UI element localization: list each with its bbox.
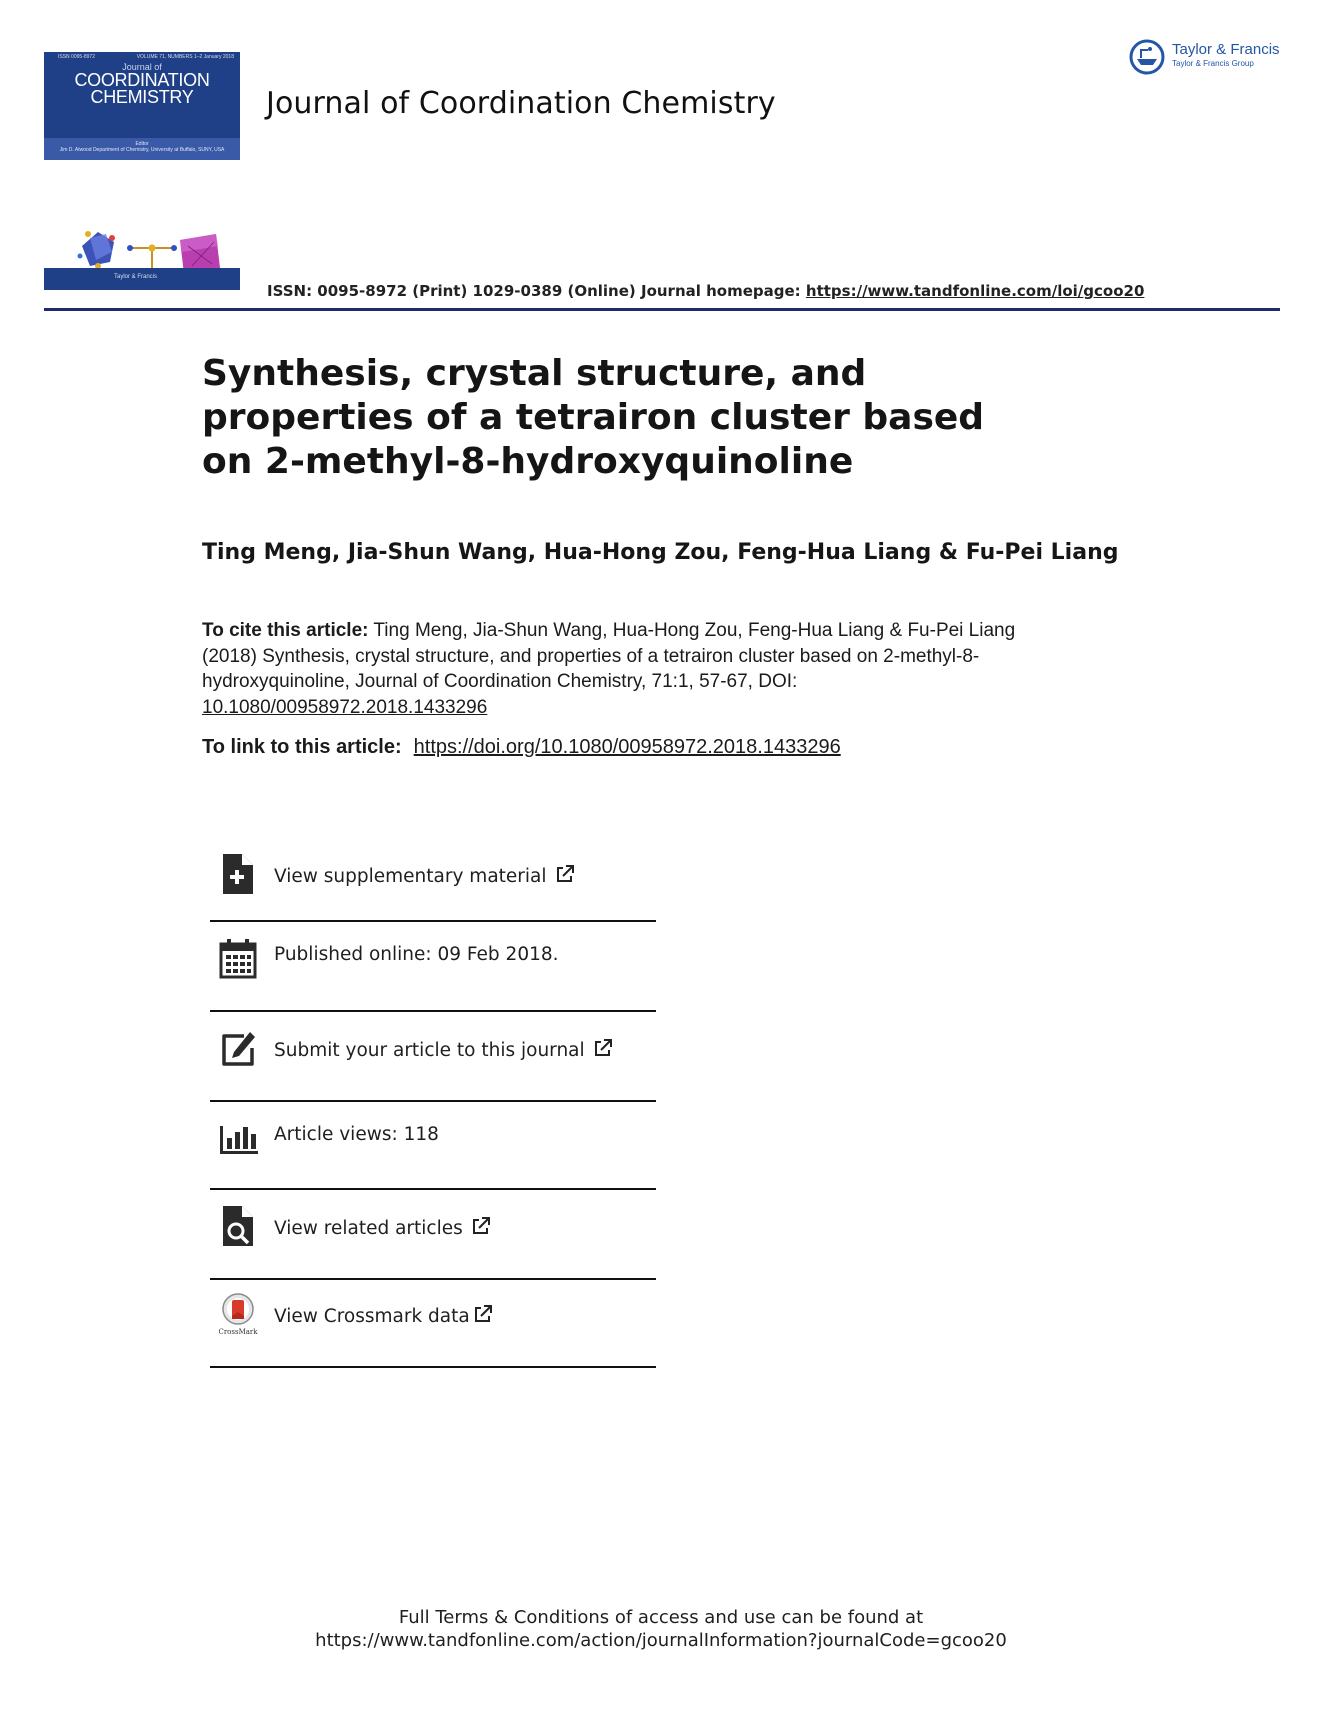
list-divider bbox=[210, 1188, 656, 1190]
external-link-icon bbox=[473, 1304, 493, 1324]
published-online-item bbox=[210, 934, 656, 994]
list-divider bbox=[210, 1366, 656, 1368]
footer-terms bbox=[0, 1606, 1322, 1652]
citation-label: To cite this article: bbox=[202, 620, 369, 641]
publisher-logo[interactable] bbox=[1128, 38, 1304, 78]
crossmark-label: View Crossmark data bbox=[274, 1304, 493, 1327]
submit-article-item[interactable] bbox=[210, 1024, 656, 1084]
tf-logo-icon bbox=[1128, 38, 1166, 76]
cover-footer-band bbox=[44, 268, 240, 290]
journal-title: Journal of Coordination Chemistry bbox=[266, 86, 776, 121]
cover-editor-label: Editor bbox=[135, 141, 149, 147]
supplementary-material-label: View supplementary material bbox=[274, 864, 575, 887]
citation-block bbox=[202, 618, 1020, 720]
article-views-item bbox=[210, 1114, 656, 1174]
journal-cover-image bbox=[44, 52, 240, 294]
journal-homepage-link[interactable]: https://www.tandfonline.com/loi/gcoo20 bbox=[805, 282, 1145, 300]
cover-header bbox=[44, 52, 240, 138]
submit-article-label: Submit your article to this journal bbox=[274, 1038, 613, 1061]
article-link-line bbox=[202, 736, 841, 759]
crossmark-icon bbox=[218, 1292, 258, 1336]
supplementary-material-item[interactable] bbox=[210, 846, 656, 906]
search-document-icon bbox=[218, 1204, 258, 1248]
article-authors: Ting Meng, Jia-Shun Wang, Hua-Hong Zou, Feng-Hua Liang & Fu-Pei Liang bbox=[202, 540, 1119, 565]
list-divider bbox=[210, 1278, 656, 1280]
bar-chart-icon bbox=[218, 1114, 258, 1158]
citation-doi-link[interactable]: 10.1080/00958972.2018.1433296 bbox=[202, 696, 488, 718]
calendar-icon bbox=[218, 936, 258, 980]
cover-volume: VOLUME 71, NUMBERS 1–2 January 2018 bbox=[136, 54, 234, 60]
article-views-label: Article views: 118 bbox=[274, 1124, 439, 1145]
footer-terms-text: Full Terms & Conditions of access and use can be found at bbox=[398, 1607, 924, 1628]
cover-editor-name: Jim D. Atwood Department of Chemistry, University at Buffalo, SUNY, USA bbox=[59, 147, 225, 153]
external-link-icon bbox=[555, 864, 575, 884]
external-link-icon bbox=[593, 1038, 613, 1058]
cover-title bbox=[44, 72, 240, 106]
crossmark-caption: CrossMark bbox=[218, 1328, 258, 1336]
related-articles-item[interactable] bbox=[210, 1202, 656, 1262]
citation-text: Ting Meng, Jia-Shun Wang, Hua-Hong Zou, Feng-Hua Liang & Fu-Pei Liang (2018) Synthesis, crystal structure, and properties of a tetrairon cluster based on 2-methyl-8-hydroxyquinoline, Journal of Coordination Chemistry, 71:1, 57-67, DOI: bbox=[202, 620, 1016, 692]
cover-title-line1: COORDINATION bbox=[74, 70, 210, 90]
cluster-polyhedron bbox=[78, 231, 116, 269]
header-divider bbox=[44, 308, 1280, 311]
cover-publisher: Taylor & Francis bbox=[114, 274, 158, 280]
cover-journal-of: Journal of bbox=[122, 62, 162, 72]
publisher-name: Taylor & Francis bbox=[1172, 41, 1280, 58]
article-link-label: To link to this article: bbox=[202, 736, 402, 758]
cover-issn: ISSN 0095-8972 bbox=[58, 54, 95, 60]
list-divider bbox=[210, 920, 656, 922]
external-link-icon bbox=[471, 1216, 491, 1236]
list-divider bbox=[210, 1100, 656, 1102]
edit-icon bbox=[218, 1026, 258, 1070]
file-plus-icon bbox=[218, 852, 258, 896]
article-doi-url[interactable]: https://doi.org/10.1080/00958972.2018.1433296 bbox=[413, 736, 841, 758]
list-divider bbox=[210, 1010, 656, 1012]
crossmark-item[interactable] bbox=[210, 1292, 656, 1352]
footer-terms-url[interactable]: https://www.tandfonline.com/action/journalInformation?journalCode=gcoo20 bbox=[315, 1630, 1007, 1651]
published-online-label: Published online: 09 Feb 2018. bbox=[274, 944, 559, 965]
issn-text: ISSN: 0095-8972 (Print) 1029-0389 (Online) Journal homepage: bbox=[267, 282, 806, 300]
issn-line bbox=[267, 282, 1144, 300]
cover-title-line2: CHEMISTRY bbox=[90, 87, 194, 107]
cover-editor bbox=[44, 141, 240, 153]
article-title: Synthesis, crystal structure, and properties of a tetrairon cluster based on 2-methyl-8-hydroxyquinoline bbox=[202, 353, 985, 482]
related-articles-label: View related articles bbox=[274, 1216, 491, 1239]
publisher-group: Taylor & Francis Group bbox=[1172, 59, 1254, 68]
